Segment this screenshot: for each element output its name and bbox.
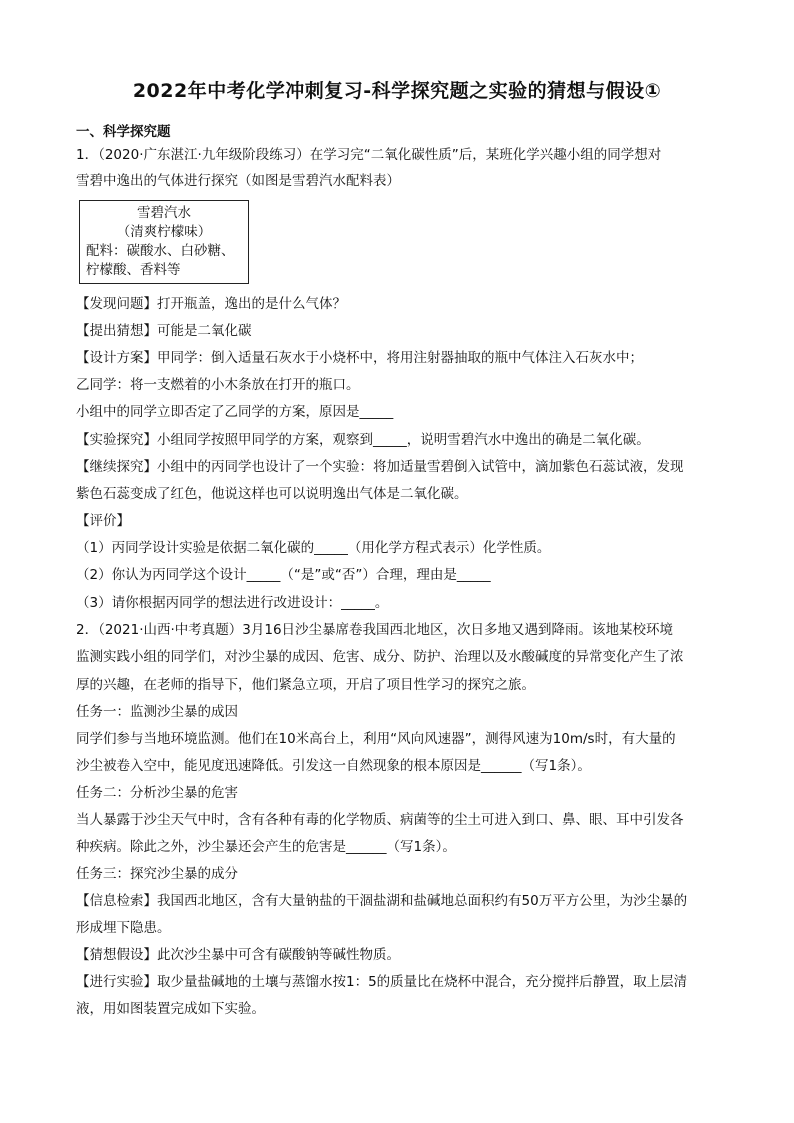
q1-deny-reason: 小组中的同学立即否定了乙同学的方案，原因是_____ [76,404,394,420]
page-title: 2022年中考化学冲刺复习-科学探究题之实验的猜想与假设① [132,80,662,102]
q1-eval-item-2: （2）你认为丙同学这个设计_____（“是”或“否”）合理，理由是_____ [76,567,491,583]
q2-experiment-line-2: 液，用如图装置完成如下实验。 [76,1001,265,1017]
label-flavor: （清爽柠檬味） [116,224,212,240]
q1-eval-item-1: （1）丙同学设计实验是依据二氧化碳的_____（用化学方程式表示）化学性质。 [76,540,551,556]
q2-task-2-line-1: 当人暴露于沙尘天气中时，含有各种有毒的化学物质、病菌等的尘土可进入到口、鼻、眼、耳中引发各 [76,812,684,828]
q1-hypothesis: 【提出猜想】可能是二氧化碳 [76,323,252,339]
q2-info-line-1: 【信息检索】我国西北地区，含有大量钠盐的干涸盐湖和盐碱地总面积约有50万平方公里，为沙尘暴的 [76,893,688,909]
q2-info-line-2: 形成埋下隐患。 [76,920,171,936]
section-heading: 一、科学探究题 [76,124,171,140]
q1-stem-line-1: 1．（2020·广东湛江·九年级阶段练习）在学习完“二氧化碳性质”后，某班化学兴趣小组的同学想对 [76,147,662,163]
q2-task-1-heading: 任务一：监测沙尘暴的成因 [76,704,238,720]
q2-task-1-line-2: 沙尘被卷入空中，能见度迅速降低。引发这一自然现象的根本原因是______（写1条）。 [76,758,591,774]
q2-task-2-line-2: 种疾病。除此之外，沙尘暴还会产生的危害是______（写1条）。 [76,839,456,855]
q2-experiment-line-1: 【进行实验】取少量盐碱地的土壤与蒸馏水按1：5的质量比在烧杯中混合，充分搅拌后静置，取上层清 [76,974,688,990]
q1-continue-line-2: 紫色石蕊变成了红色，他说这样也可以说明逸出气体是二氧化碳。 [76,486,468,502]
label-ingredients-1: 配料：碳酸水、白砂糖、 [86,243,235,259]
q2-stem-line-2: 监测实践小组的同学们，对沙尘暴的成因、危害、成分、防护、治理以及水酸碱度的异常变化产生了浓 [76,649,684,665]
label-product-name: 雪碧汽水 [137,205,191,221]
q2-task-1-line-1: 同学们参与当地环境监测。他们在10米高台上，利用“风向风速器”，测得风速为10m/s时，有大量的 [76,731,676,747]
q1-find-problem: 【发现问题】打开瓶盖，逸出的是什么气体？ [76,296,346,312]
q2-stem-line-3: 厚的兴趣，在老师的指导下，他们紧急立项，开启了项目性学习的探究之旅。 [76,677,535,693]
q2-stem-line-1: 2．（2021·山西·中考真题）3月16日沙尘暴席卷我国西北地区，次日多地又遇到降雨。该地某校环境 [76,622,674,638]
q2-hypothesis: 【猜想假设】此次沙尘暴中可含有碳酸钠等碱性物质。 [76,947,400,963]
q1-design-plan: 【设计方案】甲同学：倒入适量石灰水于小烧杯中，将用注射器抽取的瓶中气体注入石灰水中； [76,350,643,366]
q1-evaluation-heading: 【评价】 [76,513,130,529]
q1-experiment: 【实验探究】小组同学按照甲同学的方案，观察到_____，说明雪碧汽水中逸出的确是二氧化碳。 [76,432,650,448]
q1-eval-item-3: （3）请你根据丙同学的想法进行改进设计：_____。 [76,595,389,611]
q1-continue-line-1: 【继续探究】小组中的丙同学也设计了一个实验：将加适量雪碧倒入试管中，滴加紫色石蕊试液，发现 [76,459,684,475]
q2-task-3-heading: 任务三：探究沙尘暴的成分 [76,866,238,882]
sprite-ingredient-label [79,200,249,284]
q2-task-2-heading: 任务二：分析沙尘暴的危害 [76,785,238,801]
q1-stem-line-2: 雪碧中逸出的气体进行探究（如图是雪碧汽水配料表） [76,173,400,189]
q1-student-yi: 乙同学：将一支燃着的小木条放在打开的瓶口。 [76,377,360,393]
label-ingredients-2: 柠檬酸、香料等 [86,262,181,278]
